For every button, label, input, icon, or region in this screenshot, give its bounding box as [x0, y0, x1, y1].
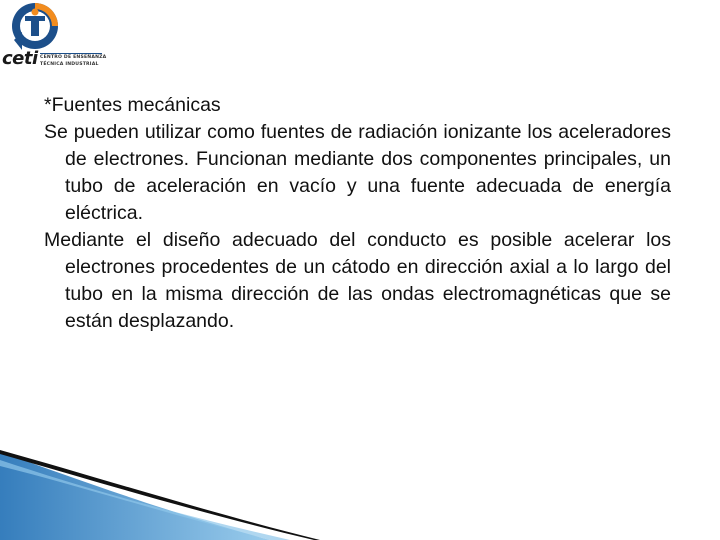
- paragraph-conduct-design: Mediante el diseño adecuado del conducto es posible acelerar los electrones procedentes de un cátodo en dirección axial a lo largo del tubo en la misma dirección de las ondas electromagnéticas que se están desplazando.: [44, 229, 671, 332]
- logo-subtitle-line1: CENTRO DE ENSEÑANZA: [40, 55, 107, 60]
- ceti-logo: [0, 0, 110, 72]
- logo-subtitle-line2: TÉCNICA INDUSTRIAL: [40, 62, 99, 67]
- heading-mechanical-sources: *Fuentes mecánicas: [44, 94, 221, 116]
- paragraph-accelerators: Se pueden utilizar como fuentes de radiación ionizante los aceleradores de electrones. Funcionan mediante dos componentes principales, un tubo de aceleración en vacío y una fuente adecuada de energía eléctrica.: [44, 121, 671, 224]
- logo-wordmark: ceti: [2, 48, 38, 69]
- corner-wave-decoration: [0, 450, 720, 540]
- logo-divider: [40, 53, 102, 54]
- ceti-emblem-icon: [0, 0, 72, 52]
- slide-body: [44, 92, 671, 335]
